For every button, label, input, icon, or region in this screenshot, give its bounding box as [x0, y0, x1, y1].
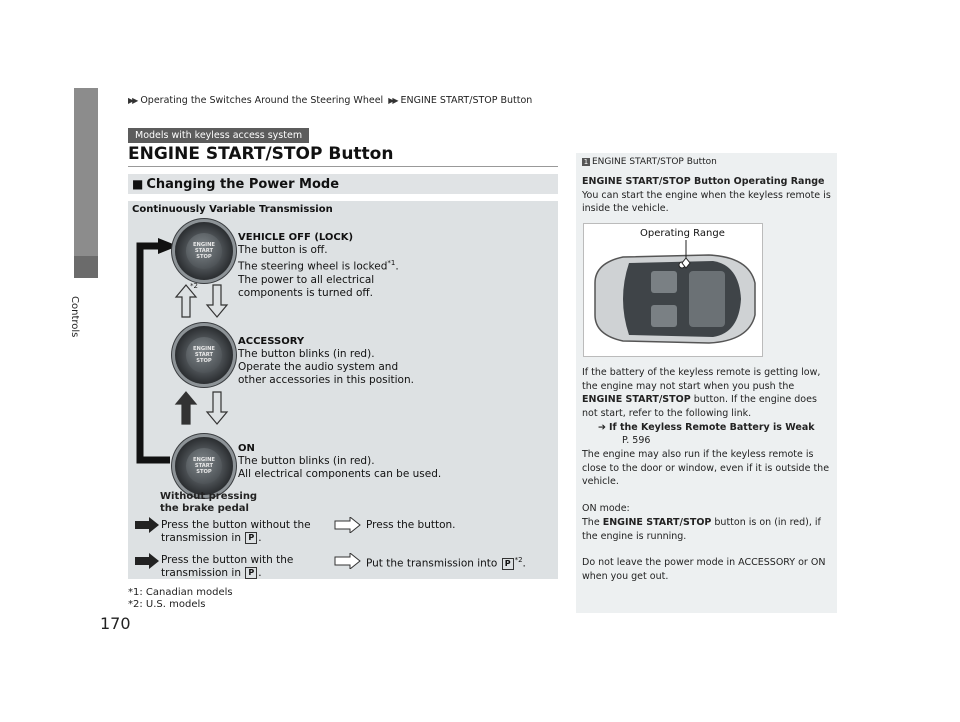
without-brake-label: Without pressing the brake pedal: [160, 491, 258, 514]
on-mode-paragraph: The ENGINE START/STOP button is on (in red), if the engine is running.: [582, 517, 821, 542]
on-mode-label: ON mode:: [582, 503, 630, 514]
sidebar-heading: 1 ENGINE START/STOP Button: [583, 157, 717, 167]
section-subhead: [128, 174, 558, 194]
breadcrumb-arrow-icon: ▶▶: [388, 96, 397, 105]
outline-arrow-icon: [334, 517, 362, 533]
breadcrumb: [128, 95, 532, 106]
link-arrow-icon: ➔: [598, 422, 606, 433]
battery-link-page[interactable]: P. 596: [622, 435, 651, 446]
legend-press-with: Press the button with the transmission in P .: [161, 554, 294, 579]
legend-press-without: Press the button without the transmission in P .: [161, 519, 311, 544]
diagram-heading: Continuously Variable Transmission: [132, 204, 333, 215]
arrow-footnote-mark: *2: [190, 282, 198, 290]
transition-arrows-1: [174, 283, 234, 319]
solid-arrow-icon: [134, 553, 160, 569]
operating-range-pointer: [676, 240, 696, 270]
footnote-2: *2: U.S. models: [128, 599, 206, 610]
chapter-label: Controls: [69, 296, 80, 338]
car-top-view-illustration: [589, 243, 759, 353]
subhead-text: Changing the Power Mode: [146, 177, 340, 192]
battery-link[interactable]: ➔ If the Keyless Remote Battery is Weak: [598, 422, 815, 433]
model-badge: Models with keyless access system: [128, 128, 309, 143]
title-rule: [128, 166, 558, 167]
note-icon: 1: [583, 158, 589, 166]
up-arrow-solid-icon: [176, 392, 196, 424]
legend-press-button: Press the button.: [366, 519, 456, 531]
transition-arrows-2: [174, 390, 234, 426]
breadcrumb-item[interactable]: ENGINE START/STOP Button: [400, 95, 533, 106]
notes-sidebar: [576, 153, 837, 613]
chapter-tab: [74, 88, 98, 256]
legend-put-transmission: Put the transmission into P $^{*2}$.: [366, 556, 526, 570]
page-number: 170: [100, 614, 131, 633]
outline-arrow-icon: [334, 553, 362, 569]
down-arrow-outline-icon: [207, 285, 227, 317]
footnote-1: *1: Canadian models: [128, 587, 233, 598]
warning-paragraph: Do not leave the power mode in ACCESSORY or ON when you get out.: [582, 557, 826, 582]
state-accessory-text: ACCESSORY The button blinks (in red). Operate the audio system and other accessories in this position.: [238, 336, 414, 386]
engine-start-stop-button-accessory: ENGINE START STOP: [175, 326, 233, 384]
down-arrow-outline-icon: [207, 392, 227, 424]
solid-arrow-icon: [134, 517, 160, 533]
engine-start-stop-button-off: ENGINE START STOP: [175, 222, 233, 280]
state-off-text: VEHICLE OFF (LOCK) The button is off. The steering wheel is locked$^{*1}$. The power to all electrical components is turned off.: [238, 232, 399, 299]
breadcrumb-arrow-icon: ▶▶: [128, 96, 137, 105]
engine-start-stop-button-on: ENGINE START STOP: [175, 437, 233, 495]
breadcrumb-item[interactable]: Operating the Switches Around the Steering Wheel: [140, 95, 384, 106]
state-on-text: ON The button blinks (in red). All electrical components can be used.: [238, 443, 442, 480]
battery-paragraph: If the battery of the keyless remote is getting low, the engine may not start when you push the ENGINE START/STOP button. If the engine does not start, refer to the following link.: [582, 367, 821, 419]
page-title: ENGINE START/STOP Button: [128, 144, 394, 164]
square-bullet-icon: ■: [132, 177, 144, 191]
proximity-paragraph: The engine may also run if the keyless remote is close to the door or window, even if it is outside the vehicle.: [582, 449, 830, 487]
range-paragraph: ENGINE START/STOP Button Operating Range You can start the engine when the keyless remote is inside the vehicle.: [582, 176, 831, 214]
operating-range-label: Operating Range: [640, 228, 725, 239]
chapter-tab-marker: [74, 256, 98, 278]
